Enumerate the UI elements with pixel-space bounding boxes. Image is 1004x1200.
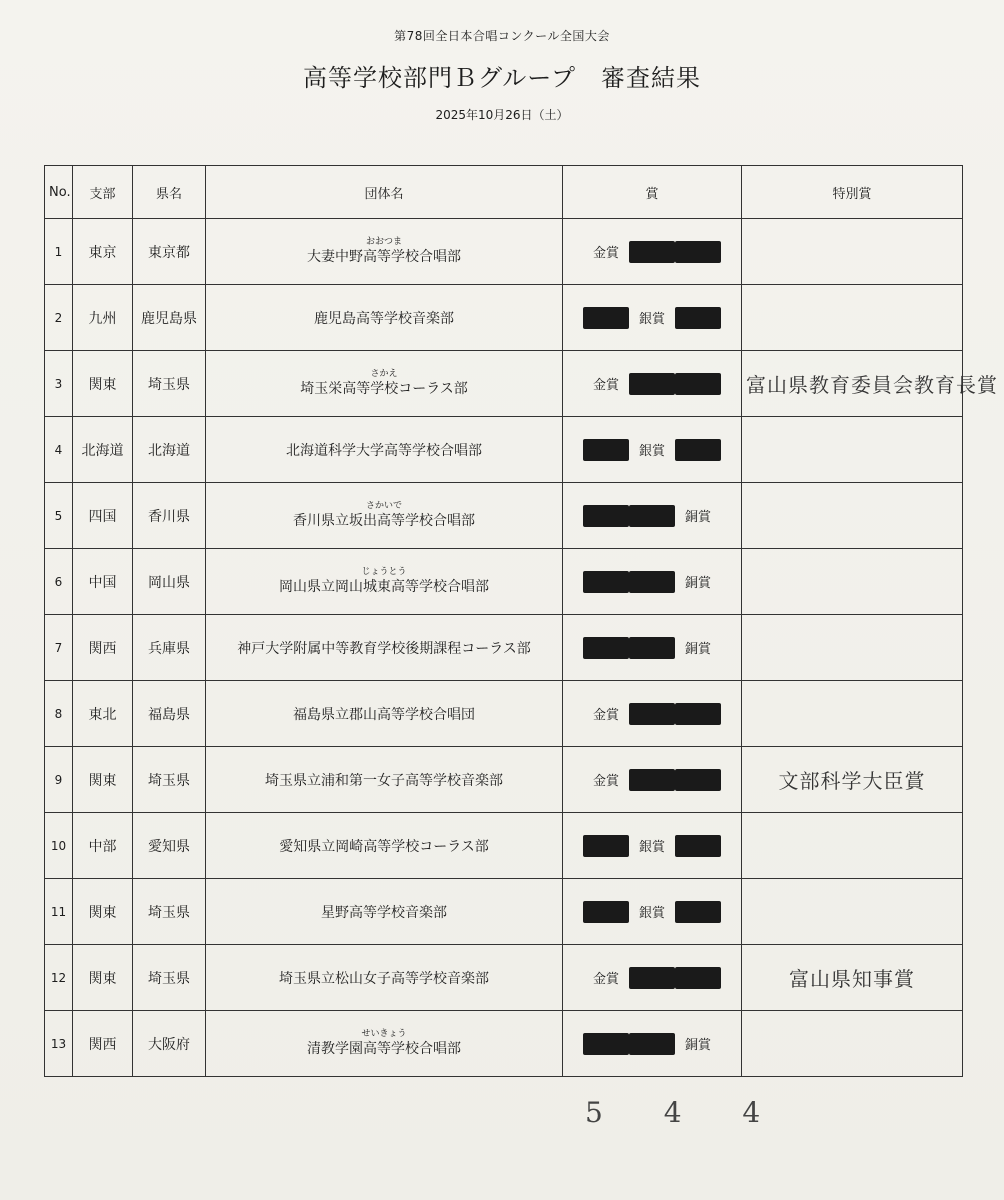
- results-table: [44, 165, 998, 1077]
- award-options: [567, 571, 737, 593]
- furigana: せいきょう: [361, 1028, 407, 1039]
- award-tally: 5 4 4: [585, 1096, 787, 1129]
- cell-no: 1: [45, 219, 73, 285]
- column-header-no: No.: [45, 166, 73, 219]
- cell-no: 6: [45, 549, 73, 615]
- cell-branch: 四国: [73, 483, 133, 549]
- cell-special-award: 富山県教育委員会教育長賞: [742, 351, 963, 417]
- cell-award: [563, 417, 742, 483]
- cell-prefecture: 愛知県: [133, 813, 206, 879]
- group-name: 愛知県立岡崎高等学校コーラス部: [279, 838, 489, 855]
- redacted-award-label: [629, 967, 675, 989]
- cell-special-award: [742, 285, 963, 351]
- award-label: 金賞: [592, 774, 619, 789]
- table-row: [45, 219, 963, 285]
- table-row: [45, 879, 963, 945]
- column-header-group: 団体名: [206, 166, 563, 219]
- cell-prefecture: 兵庫県: [133, 615, 206, 681]
- redacted-award-label: [629, 637, 675, 659]
- cell-special-award: 富山県知事賞: [742, 945, 963, 1011]
- cell-group-name: [206, 1011, 563, 1077]
- table-row: [45, 285, 963, 351]
- redacted-award-label: [675, 241, 721, 263]
- cell-award: [563, 813, 742, 879]
- group-name: 北海道科学大学高等学校合唱部: [286, 442, 482, 459]
- cell-branch: 九州: [73, 285, 133, 351]
- group-name: 埼玉県立松山女子高等学校音楽部: [279, 970, 489, 987]
- table-row: [45, 813, 963, 879]
- award-options: [567, 835, 737, 857]
- cell-group-name: [206, 945, 563, 1011]
- cell-branch: 東北: [73, 681, 133, 747]
- redacted-award-label: [583, 637, 629, 659]
- award-options: [567, 901, 737, 923]
- cell-branch: 関東: [73, 879, 133, 945]
- page-title: 高等学校部門Ｂグループ 審査結果: [302, 64, 702, 92]
- cell-branch: 関東: [73, 945, 133, 1011]
- award-options: [567, 703, 737, 725]
- redacted-award-label: [629, 373, 675, 395]
- redacted-award-label: [583, 571, 629, 593]
- redacted-award-label: [675, 439, 721, 461]
- award-options: [567, 505, 737, 527]
- redacted-award-label: [583, 307, 629, 329]
- cell-group-name: [206, 747, 563, 813]
- award-label: 銀賞: [638, 906, 665, 921]
- column-header-special-award: 特別賞: [742, 166, 963, 219]
- cell-special-award: [742, 813, 963, 879]
- redacted-award-label: [675, 769, 721, 791]
- column-header-branch: 支部: [73, 166, 133, 219]
- cell-prefecture: 鹿児島県: [133, 285, 206, 351]
- award-options: [567, 373, 737, 395]
- cell-award: [563, 549, 742, 615]
- award-label: 銅賞: [684, 576, 711, 591]
- cell-award: [563, 483, 742, 549]
- cell-prefecture: 埼玉県: [133, 879, 206, 945]
- table-row: [45, 945, 963, 1011]
- redacted-award-label: [629, 1033, 675, 1055]
- group-name: 岡山県立岡山城東高等学校合唱部: [279, 578, 489, 595]
- cell-group-name: [206, 351, 563, 417]
- cell-special-award: [742, 549, 963, 615]
- table-header-row: [45, 166, 963, 219]
- cell-prefecture: 岡山県: [133, 549, 206, 615]
- cell-award: [563, 351, 742, 417]
- cell-award: [563, 285, 742, 351]
- cell-special-award: 文部科学大臣賞: [742, 747, 963, 813]
- cell-special-award: [742, 219, 963, 285]
- cell-no: 10: [45, 813, 73, 879]
- award-label: 銀賞: [638, 444, 665, 459]
- award-options: [567, 637, 737, 659]
- group-name: 清教学園高等学校合唱部: [307, 1040, 461, 1057]
- cell-special-award: [742, 879, 963, 945]
- award-label: 銅賞: [684, 510, 711, 525]
- cell-prefecture: 埼玉県: [133, 351, 206, 417]
- cell-branch: 関東: [73, 351, 133, 417]
- cell-branch: 関東: [73, 747, 133, 813]
- cell-group-name: [206, 615, 563, 681]
- redacted-award-label: [675, 967, 721, 989]
- award-options: [567, 307, 737, 329]
- cell-award: [563, 747, 742, 813]
- table-row: [45, 615, 963, 681]
- redacted-award-label: [583, 835, 629, 857]
- cell-group-name: [206, 417, 563, 483]
- cell-group-name: [206, 285, 563, 351]
- cell-branch: 中部: [73, 813, 133, 879]
- competition-name: 第78回全日本合唱コンクール全国大会: [394, 29, 610, 43]
- group-name: 香川県立坂出高等学校合唱部: [293, 512, 475, 529]
- cell-no: 5: [45, 483, 73, 549]
- award-label: 銅賞: [684, 1038, 711, 1053]
- cell-branch: 関西: [73, 615, 133, 681]
- redacted-award-label: [629, 703, 675, 725]
- redacted-award-label: [583, 505, 629, 527]
- cell-special-award: [742, 483, 963, 549]
- table-row: [45, 351, 963, 417]
- redacted-award-label: [629, 241, 675, 263]
- cell-prefecture: 大阪府: [133, 1011, 206, 1077]
- cell-group-name: [206, 549, 563, 615]
- award-options: [567, 439, 737, 461]
- furigana: さかいで: [365, 500, 402, 511]
- award-options: [567, 1033, 737, 1055]
- cell-branch: 関西: [73, 1011, 133, 1077]
- table-row: [45, 747, 963, 813]
- cell-prefecture: 香川県: [133, 483, 206, 549]
- cell-no: 9: [45, 747, 73, 813]
- cell-award: [563, 1011, 742, 1077]
- cell-no: 11: [45, 879, 73, 945]
- redacted-award-label: [629, 571, 675, 593]
- table-row: [45, 483, 963, 549]
- group-name: 大妻中野高等学校合唱部: [307, 248, 461, 265]
- cell-award: [563, 879, 742, 945]
- group-name: 星野高等学校音楽部: [321, 904, 447, 921]
- furigana: おおつま: [366, 236, 402, 247]
- cell-special-award: [742, 615, 963, 681]
- cell-group-name: [206, 879, 563, 945]
- redacted-award-label: [583, 901, 629, 923]
- cell-prefecture: 福島県: [133, 681, 206, 747]
- redacted-award-label: [629, 769, 675, 791]
- cell-prefecture: 埼玉県: [133, 747, 206, 813]
- award-label: 銀賞: [638, 840, 665, 855]
- award-label: 金賞: [592, 708, 619, 723]
- column-header-award: 賞: [563, 166, 742, 219]
- cell-branch: 東京: [73, 219, 133, 285]
- cell-no: 4: [45, 417, 73, 483]
- group-name: 埼玉県立浦和第一女子高等学校音楽部: [265, 772, 503, 789]
- cell-branch: 中国: [73, 549, 133, 615]
- cell-prefecture: 北海道: [133, 417, 206, 483]
- cell-no: 8: [45, 681, 73, 747]
- award-label: 銅賞: [684, 642, 711, 657]
- cell-no: 12: [45, 945, 73, 1011]
- cell-prefecture: 埼玉県: [133, 945, 206, 1011]
- redacted-award-label: [675, 835, 721, 857]
- redacted-award-label: [675, 703, 721, 725]
- cell-branch: 北海道: [73, 417, 133, 483]
- table-row: [45, 1011, 963, 1077]
- cell-prefecture: 東京都: [133, 219, 206, 285]
- furigana: さかえ: [370, 368, 398, 379]
- cell-no: 7: [45, 615, 73, 681]
- cell-award: [563, 615, 742, 681]
- cell-special-award: [742, 417, 963, 483]
- event-date: 2025年10月26日（土）: [435, 108, 569, 122]
- column-header-prefecture: 県名: [133, 166, 206, 219]
- cell-special-award: [742, 1011, 963, 1077]
- group-name: 神戸大学附属中等教育学校後期課程コーラス部: [237, 640, 531, 657]
- award-label: 金賞: [592, 972, 619, 987]
- cell-group-name: [206, 219, 563, 285]
- redacted-award-label: [583, 439, 629, 461]
- table-row: [45, 417, 963, 483]
- cell-special-award: [742, 681, 963, 747]
- cell-group-name: [206, 681, 563, 747]
- table-row: [45, 549, 963, 615]
- award-options: [567, 967, 737, 989]
- cell-award: [563, 681, 742, 747]
- cell-no: 3: [45, 351, 73, 417]
- cell-award: [563, 219, 742, 285]
- redacted-award-label: [583, 1033, 629, 1055]
- cell-no: 13: [45, 1011, 73, 1077]
- award-label: 銀賞: [638, 312, 665, 327]
- award-label: 金賞: [592, 378, 619, 393]
- cell-group-name: [206, 483, 563, 549]
- table-row: [45, 681, 963, 747]
- cell-group-name: [206, 813, 563, 879]
- award-options: [567, 241, 737, 263]
- award-label: 金賞: [592, 246, 619, 261]
- redacted-award-label: [675, 901, 721, 923]
- award-options: [567, 769, 737, 791]
- redacted-award-label: [629, 505, 675, 527]
- group-name: 埼玉栄高等学校コーラス部: [300, 380, 468, 397]
- redacted-award-label: [675, 373, 721, 395]
- redacted-award-label: [675, 307, 721, 329]
- group-name: 福島県立郡山高等学校合唱団: [293, 706, 475, 723]
- cell-no: 2: [45, 285, 73, 351]
- cell-award: [563, 945, 742, 1011]
- furigana: じょうとう: [361, 566, 407, 577]
- group-name: 鹿児島高等学校音楽部: [314, 310, 454, 327]
